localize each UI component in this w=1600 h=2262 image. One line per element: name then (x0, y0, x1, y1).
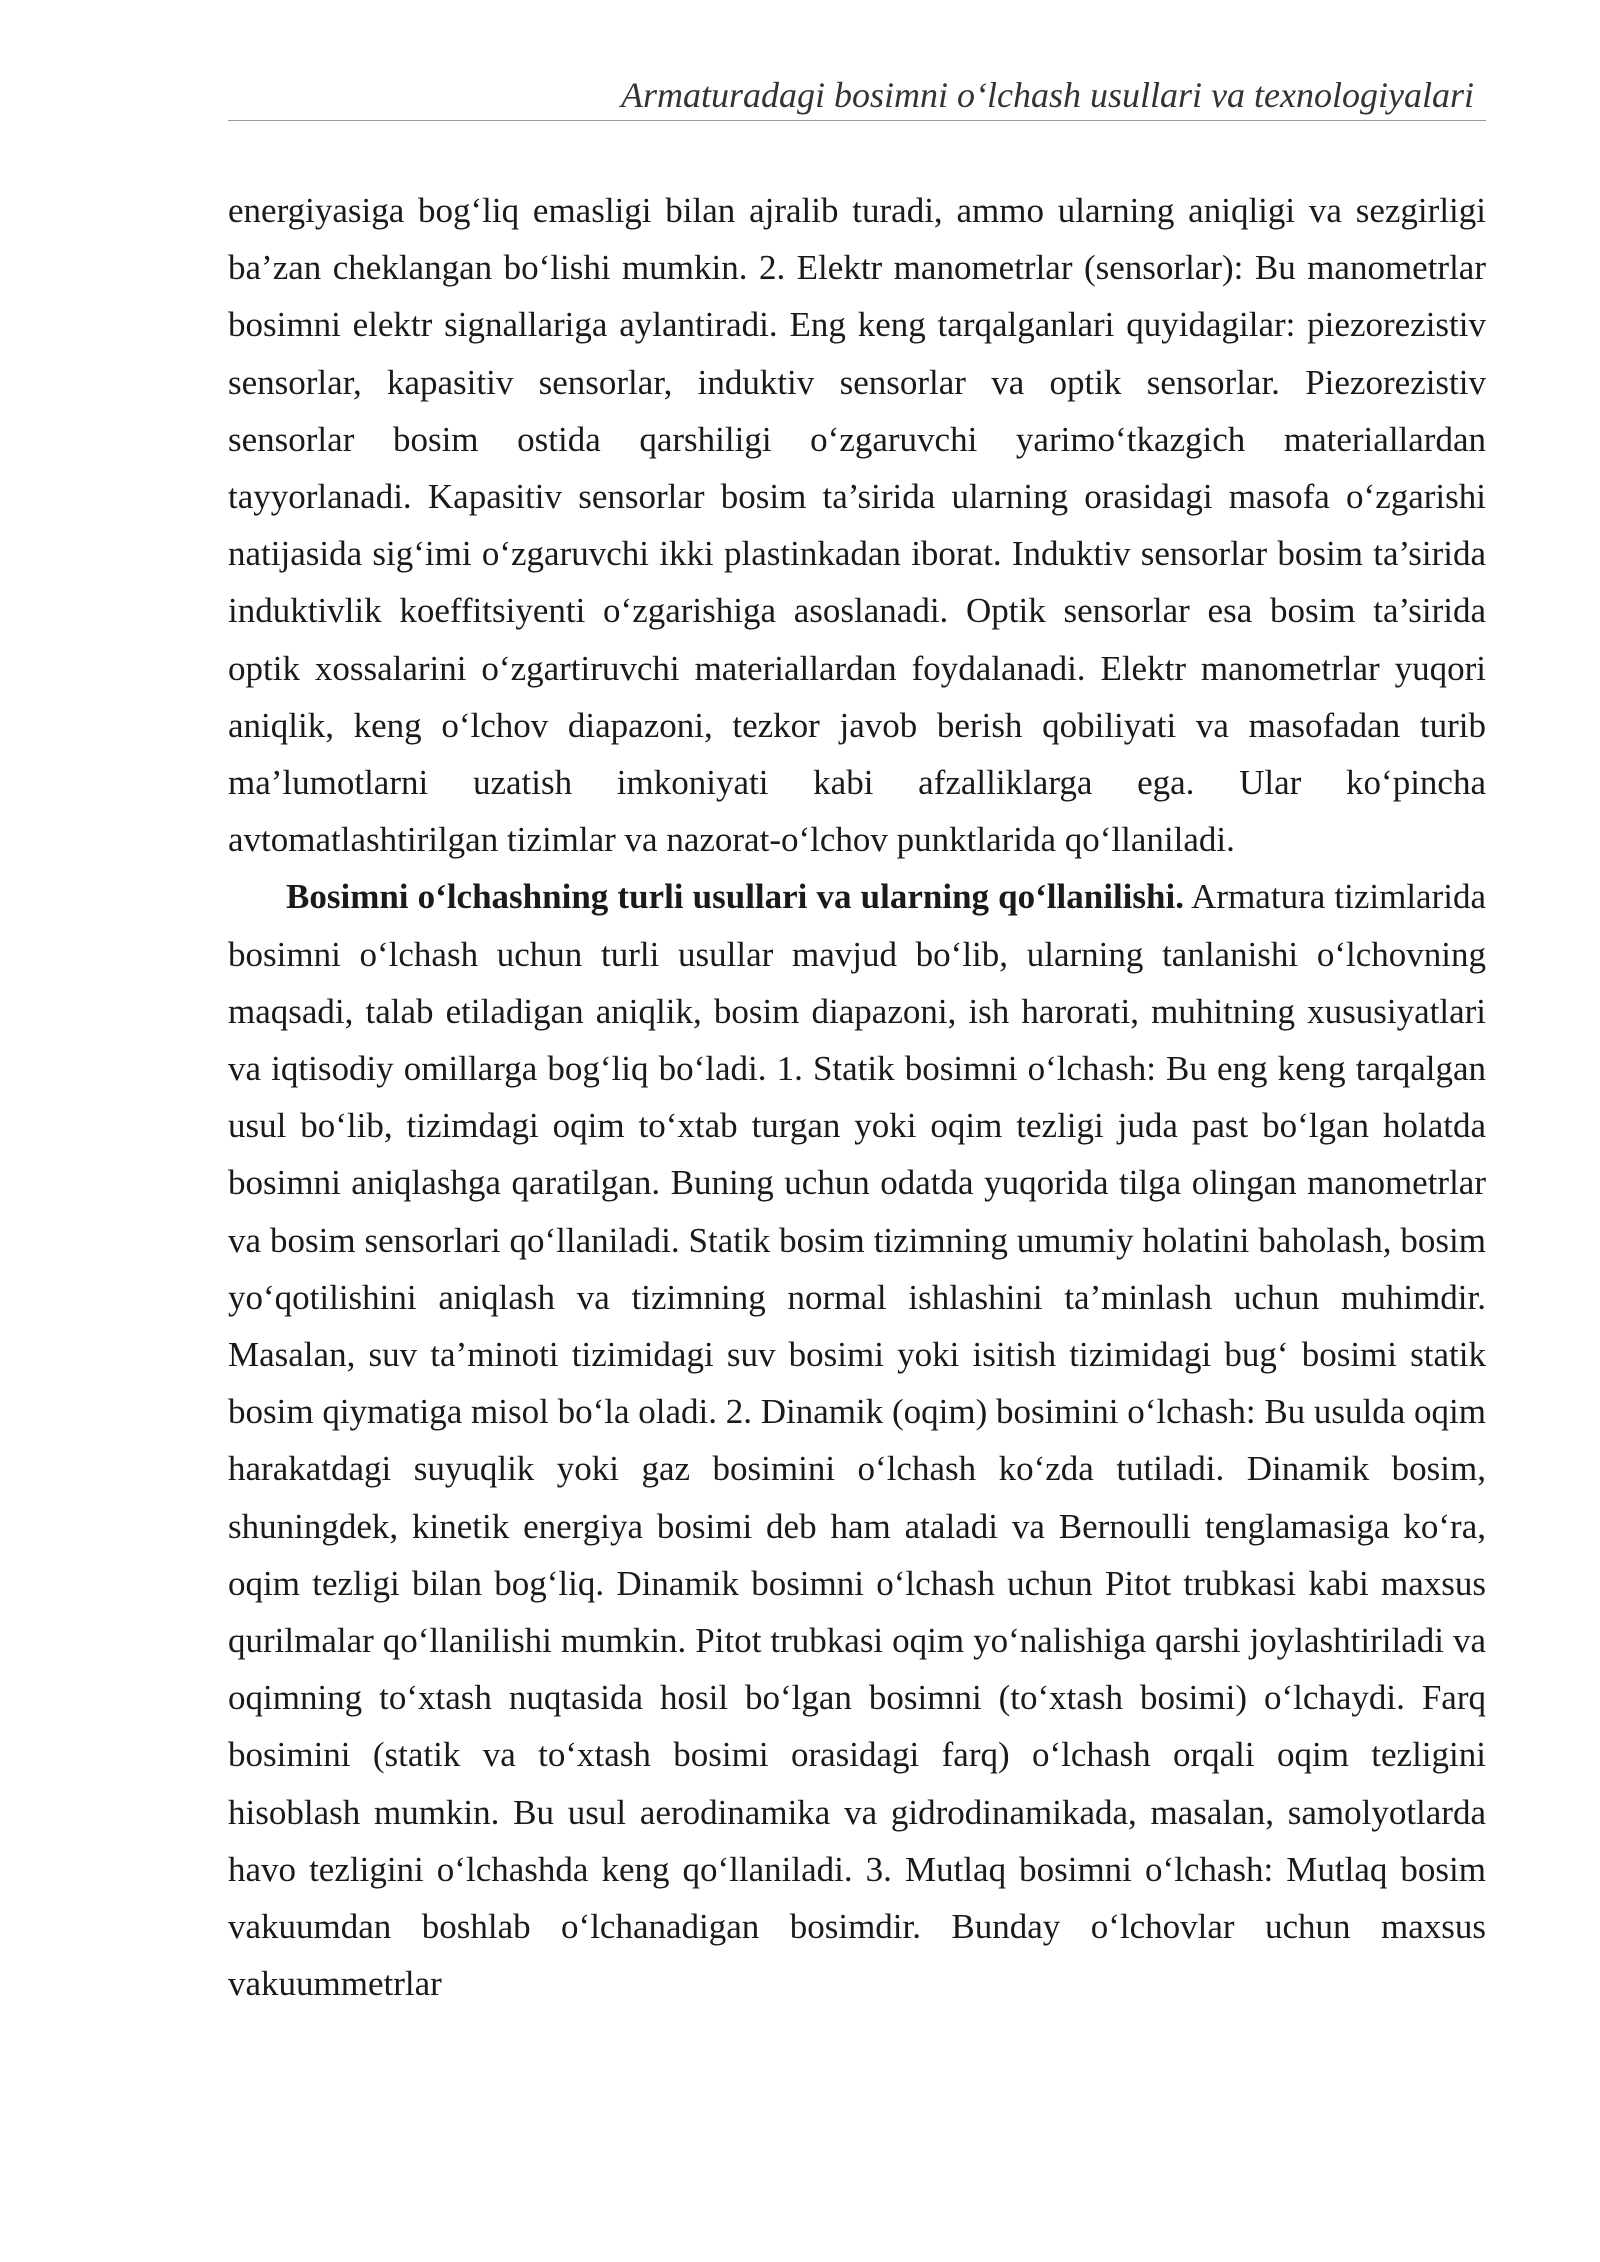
paragraph-text: Armatura tizimlarida bosimni o‘lchash uchun turli usullar mavjud bo‘lib, ularning tanlanishi o‘lchovning maqsadi, talab etiladigan aniqlik, bosim diapazoni, ish harorati, muhitning xususiyatlari va iqtisodiy omillarga bog‘liq bo‘ladi. 1. Statik bosimni o‘lchash: Bu eng keng tarqalgan usul bo‘lib, tizimdagi oqim to‘xtab turgan yoki oqim tezligi juda past bo‘lgan holatda bosimni aniqlashga qaratilgan. Buning uchun odatda yuqorida tilga olingan manometrlar va bosim sensorlari qo‘llaniladi. Statik bosim tizimning umumiy holatini baholash, bosim yo‘qotilishini aniqlash va tizimning normal ishlashini ta’minlash uchun muhimdir. Masalan, suv ta’minoti tizimidagi suv bosimi yoki isitish tizimidagi bug‘ bosimi statik bosim qiymatiga misol bo‘la oladi. 2. Dinamik (oqim) bosimini o‘lchash: Bu usulda oqim harakatdagi suyuqlik yoki gaz bosimini o‘lchash ko‘zda tutiladi. Dinamik bosim, shuningdek, kinetik energiya bosimi deb ham ataladi va Bernoulli tenglamasiga ko‘ra, oqim tezligi bilan bog‘liq. Dinamik bosimni o‘lchash uchun Pitot trubkasi kabi maxsus qurilmalar qo‘llanilishi mumkin. Pitot trubkasi oqim yo‘nalishiga qarshi joylashtiriladi va oqimning to‘xtash nuqtasida hosil bo‘lgan bosimni (to‘xtash bosimi) o‘lchaydi. Farq bosimini (statik va to‘xtash bosimi orasidagi farq) o‘lchash orqali oqim tezligini hisoblash mumkin. Bu usul aerodinamika va gidrodinamikada, masalan, samolyotlarda havo tezligini o‘lchashda keng qo‘llaniladi. 3. Mutlaq bosimni o‘lchash: Mutlaq bosim vakuumdan boshlab o‘lchanadigan bosimdir. Bunday o‘lchovlar uchun maxsus vakuummetrlar (228, 877, 1486, 2004)
section-heading: Bosimni o‘lchashning turli usullari va ularning qo‘llanilishi. (286, 877, 1184, 917)
running-header-title: Armaturadagi bosimni o‘lchash usullari va texnologiyalari (621, 75, 1474, 115)
running-header (228, 72, 1486, 121)
paragraph (228, 868, 1486, 2012)
paragraph: energiyasiga bog‘liq emasligi bilan ajralib turadi, ammo ularning aniqligi va sezgirligi ba’zan cheklangan bo‘lishi mumkin. 2. Elektr manometrlar (sensorlar): Bu manometrlar bosimni elektr signallariga aylantiradi. Eng keng tarqalganlari quyidagilar: piezorezistiv sensorlar, kapasitiv sensorlar, induktiv sensorlar va optik sensorlar. Piezorezistiv sensorlar bosim ostida qarshiligi o‘zgaruvchi yarimo‘tkazgich materiallardan tayyorlanadi. Kapasitiv sensorlar bosim ta’sirida ularning orasidagi masofa o‘zgarishi natijasida sig‘imi o‘zgaruvchi ikki plastinkadan iborat. Induktiv sensorlar bosim ta’sirida induktivlik koeffitsiyenti o‘zgarishiga asoslanadi. Optik sensorlar esa bosim ta’sirida optik xossalarini o‘zgartiruvchi materiallardan foydalanadi. Elektr manometrlar yuqori aniqlik, keng o‘lchov diapazoni, tezkor javob berish qobiliyati va masofadan turib ma’lumotlarni uzatish imkoniyati kabi afzalliklarga ega. Ular ko‘pincha avtomatlashtirilgan tizimlar va nazorat-o‘lchov punktlarida qo‘llaniladi. (228, 191, 1486, 860)
body-text (228, 182, 1486, 2013)
